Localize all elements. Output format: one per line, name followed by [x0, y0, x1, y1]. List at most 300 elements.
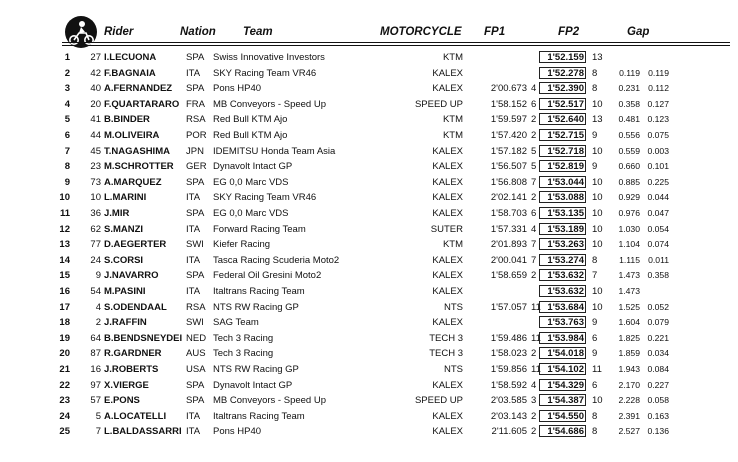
- fp1-laps: 2: [531, 348, 537, 360]
- rider-nation: ITA: [186, 192, 201, 204]
- rider-nation: GER: [186, 161, 207, 173]
- table-row: [0, 144, 738, 159]
- gap-to-first: 0.559: [618, 145, 640, 156]
- rider-motorcycle: KTM: [442, 52, 463, 63]
- rider-team: NTS RW Racing GP: [213, 364, 299, 375]
- rider-team: MB Conveyors - Speed Up: [213, 98, 326, 110]
- rider-name: L.MARINI: [104, 192, 147, 204]
- rider-position: 20: [59, 348, 70, 360]
- fp1-laps: 4: [531, 379, 537, 391]
- rider-nation: SPA: [186, 52, 205, 63]
- rider-name: X.VIERGE: [104, 379, 149, 391]
- gap-to-previous: 0.112: [648, 83, 669, 94]
- fp1-time: 2'02.141: [490, 192, 527, 204]
- table-row: [0, 222, 738, 237]
- rider-position: 11: [59, 208, 70, 219]
- fp1-time: 1'56.507: [490, 161, 527, 173]
- rider-position: 14: [59, 254, 70, 266]
- gap-to-previous: 0.074: [647, 239, 669, 250]
- rider-nation: POR: [186, 130, 207, 141]
- fp2-laps: 10: [592, 98, 603, 110]
- fp1-laps: 7: [531, 254, 537, 266]
- fp2-time: 1'53.984: [539, 332, 586, 344]
- rider-team: Forward Racing Team: [213, 223, 306, 235]
- rider-nation: SPA: [186, 176, 205, 188]
- fp2-laps: 6: [592, 332, 598, 344]
- fp1-laps: 6: [531, 98, 537, 110]
- table-row: [0, 97, 738, 112]
- fp2-time: 1'54.550: [539, 410, 586, 422]
- gap-to-previous: 0.011: [648, 254, 669, 265]
- fp2-laps: 8: [592, 67, 598, 79]
- gap-to-previous: 0.119: [648, 67, 669, 78]
- rider-team: Pons HP40: [213, 426, 262, 438]
- fp2-laps: 8: [592, 254, 598, 266]
- rider-motorcycle: NTS: [444, 301, 463, 313]
- rider-name: I.LECUONA: [104, 52, 157, 63]
- gap-to-previous: 0.003: [647, 145, 669, 156]
- fp1-time: 2'03.585: [490, 395, 527, 407]
- fp1-laps: 5: [531, 161, 537, 173]
- fp1-laps: 7: [531, 239, 537, 251]
- rider-team: Pons HP40: [213, 83, 262, 95]
- rider-team: Red Bull KTM Ajo: [213, 114, 288, 126]
- header-fp2: FP2: [558, 26, 580, 38]
- fp2-time: 1'52.390: [539, 82, 586, 94]
- rider-name: S.ODENDAAL: [104, 301, 167, 313]
- gap-to-previous: 0.163: [647, 410, 669, 421]
- rider-number: 36: [90, 208, 101, 219]
- fp2-laps: 9: [592, 348, 598, 360]
- table-row: [0, 237, 738, 252]
- header-team: Team: [243, 26, 273, 38]
- rider-team: EG 0,0 Marc VDS: [213, 208, 289, 219]
- fp2-time: 1'53.632: [539, 269, 586, 281]
- gap-to-previous: 0.221: [647, 332, 669, 343]
- table-row: [0, 268, 738, 283]
- fp1-time: 1'59.597: [490, 114, 527, 126]
- fp1-laps: 3: [531, 395, 537, 407]
- rider-team: Red Bull KTM Ajo: [213, 130, 288, 141]
- fp2-laps: 10: [592, 145, 603, 157]
- gap-to-first: 1.943: [618, 364, 640, 374]
- gap-to-previous: 0.101: [647, 161, 669, 172]
- rider-motorcycle: SPEED UP: [414, 395, 463, 407]
- gap-to-previous: 0.052: [647, 301, 669, 312]
- fp2-laps: 13: [592, 52, 603, 63]
- gap-to-first: 2.391: [618, 410, 640, 421]
- rider-name: A.LOCATELLI: [104, 410, 167, 422]
- rider-position: 15: [59, 270, 70, 282]
- rider-nation: ITA: [186, 67, 201, 79]
- fp2-time: 1'53.632: [539, 285, 586, 297]
- fp2-laps: 10: [592, 192, 603, 204]
- gap-to-previous: 0.047: [647, 208, 669, 218]
- header-motorcycle: MOTORCYCLE: [380, 26, 462, 38]
- gap-to-first: 0.358: [618, 98, 640, 109]
- rider-position: 5: [64, 114, 70, 126]
- fp1-laps: 6: [531, 208, 537, 219]
- fp1-time: 1'58.023: [490, 348, 527, 360]
- table-row: [0, 159, 738, 174]
- fp2-time: 1'53.044: [539, 176, 586, 188]
- table-row: [0, 331, 738, 346]
- rider-motorcycle: KALEX: [432, 67, 463, 79]
- fp2-laps: 10: [592, 286, 603, 297]
- rider-nation: AUS: [186, 348, 206, 360]
- rider-motorcycle: KALEX: [432, 317, 463, 329]
- rider-motorcycle: TECH 3: [429, 348, 463, 360]
- rider-team: MB Conveyors - Speed Up: [213, 395, 326, 407]
- gap-to-first: 0.885: [618, 176, 640, 187]
- rider-position: 18: [59, 317, 70, 329]
- gap-to-previous: 0.127: [647, 98, 669, 109]
- fp1-laps: 4: [531, 223, 537, 235]
- rider-team: Tech 3 Racing: [213, 348, 274, 360]
- rider-position: 17: [59, 301, 70, 313]
- rider-nation: RSA: [186, 114, 206, 126]
- table-row: [0, 378, 738, 393]
- table-row: [0, 66, 738, 81]
- rider-nation: SPA: [186, 270, 205, 282]
- rider-nation: SPA: [186, 83, 205, 95]
- rider-position: 2: [64, 67, 70, 79]
- fp2-laps: 7: [592, 270, 598, 282]
- gap-to-previous: 0.227: [647, 379, 669, 390]
- rider-nation: SWI: [186, 239, 204, 251]
- fp1-time: 1'58.703: [490, 208, 527, 219]
- fp2-time: 1'54.329: [539, 379, 586, 391]
- rider-team: SKY Racing Team VR46: [213, 67, 317, 79]
- fp2-time: 1'52.640: [539, 113, 586, 125]
- rider-number: 42: [90, 67, 101, 79]
- fp2-laps: 11: [592, 364, 602, 375]
- table-row: [0, 81, 738, 96]
- rider-number: 7: [95, 426, 101, 438]
- rider-name: M.PASINI: [104, 286, 146, 297]
- gap-to-first: 1.525: [618, 301, 640, 312]
- rider-motorcycle: KALEX: [432, 192, 463, 204]
- rider-nation: ITA: [186, 410, 201, 422]
- rider-motorcycle: TECH 3: [429, 332, 463, 344]
- fp2-time: 1'54.387: [539, 394, 586, 406]
- table-row: [0, 112, 738, 127]
- fp1-laps: 11: [531, 332, 541, 344]
- gap-to-first: 0.231: [618, 83, 640, 94]
- header-nation: Nation: [180, 26, 216, 38]
- rider-number: 16: [90, 364, 101, 375]
- rider-motorcycle: KALEX: [432, 145, 463, 157]
- fp2-time: 1'53.088: [539, 191, 586, 203]
- rider-team: SAG Team: [213, 317, 259, 329]
- gap-to-previous: 0.044: [647, 192, 669, 203]
- rider-name: T.NAGASHIMA: [104, 145, 170, 157]
- rider-position: 1: [64, 52, 70, 63]
- rider-number: 57: [90, 395, 101, 407]
- rider-position: 10: [59, 192, 70, 204]
- rider-number: 40: [90, 83, 101, 95]
- rider-number: 23: [90, 161, 101, 173]
- rider-team: SKY Racing Team VR46: [213, 192, 317, 204]
- rider-nation: NED: [186, 332, 207, 344]
- fp2-time: 1'52.819: [539, 160, 586, 172]
- rider-motorcycle: KALEX: [432, 379, 463, 391]
- rider-name: J.NAVARRO: [104, 270, 159, 282]
- fp1-time: 1'57.420: [490, 130, 527, 141]
- rider-number: 54: [90, 286, 101, 297]
- rider-motorcycle: KALEX: [432, 254, 463, 266]
- table-row: [0, 175, 738, 190]
- rider-position: 25: [59, 426, 70, 438]
- rider-motorcycle: SUTER: [430, 223, 463, 235]
- fp2-laps: 8: [592, 83, 598, 95]
- table-row: [0, 424, 738, 439]
- rider-name: R.GARDNER: [104, 348, 162, 360]
- rider-number: 27: [90, 52, 101, 63]
- rider-number: 87: [90, 348, 101, 360]
- gap-to-previous: 0.034: [647, 348, 669, 359]
- fp2-time: 1'53.263: [539, 238, 586, 250]
- fp2-time: 1'54.018: [539, 347, 586, 359]
- rider-name: J.MIR: [104, 208, 130, 219]
- table-row: [0, 253, 738, 268]
- fp2-time: 1'52.517: [539, 98, 586, 110]
- fp2-time: 1'53.189: [539, 223, 586, 235]
- rider-team: Tech 3 Racing: [213, 332, 274, 344]
- gap-to-first: 0.556: [618, 130, 640, 140]
- gap-to-first: 2.228: [618, 395, 640, 406]
- fp2-laps: 10: [592, 176, 603, 188]
- gap-to-previous: 0.084: [647, 364, 669, 374]
- gap-to-previous: 0.136: [647, 426, 669, 437]
- fp1-laps: 2: [531, 410, 537, 422]
- fp2-time: 1'52.278: [539, 67, 586, 79]
- rider-name: S.CORSI: [104, 254, 144, 266]
- table-row: [0, 362, 738, 377]
- gap-to-first: 1.115: [619, 254, 640, 265]
- rider-motorcycle: KALEX: [432, 83, 463, 95]
- fp2-laps: 10: [592, 395, 603, 407]
- table-row: [0, 206, 738, 221]
- rider-nation: USA: [186, 364, 206, 375]
- rider-name: A.FERNANDEZ: [104, 83, 173, 95]
- rider-name: B.BINDER: [104, 114, 150, 126]
- gap-to-first: 1.473: [618, 270, 640, 281]
- gap-to-first: 1.825: [618, 332, 640, 343]
- rider-nation: FRA: [186, 98, 205, 110]
- rider-number: 77: [90, 239, 101, 251]
- header-rider: Rider: [104, 26, 134, 38]
- rider-number: 41: [90, 114, 101, 126]
- fp2-time: 1'54.102: [539, 363, 586, 375]
- rider-nation: SPA: [186, 395, 205, 407]
- fp1-time: 2'11.605: [491, 426, 527, 438]
- gap-to-first: 1.859: [618, 348, 640, 359]
- rider-position: 4: [64, 98, 70, 110]
- fp1-time: 1'58.659: [490, 270, 527, 282]
- rider-motorcycle: KTM: [442, 239, 463, 251]
- fp2-laps: 10: [592, 301, 603, 313]
- gap-to-previous: 0.075: [647, 130, 669, 140]
- table-row: [0, 409, 738, 424]
- fp1-time: 1'59.486: [490, 332, 527, 344]
- rider-number: 4: [95, 301, 101, 313]
- gap-to-first: 0.660: [618, 161, 640, 172]
- fp1-laps: 2: [531, 130, 537, 141]
- header-rule-bottom: [62, 45, 730, 46]
- fp2-laps: 10: [592, 239, 603, 251]
- gap-to-previous: 0.225: [647, 176, 669, 187]
- gap-to-first: 1.104: [618, 239, 640, 250]
- fp1-laps: 2: [531, 426, 537, 438]
- table-row: [0, 346, 738, 361]
- table-row: [0, 190, 738, 205]
- fp2-time: 1'53.684: [539, 301, 586, 313]
- rider-team: Tasca Racing Scuderia Moto2: [213, 254, 340, 266]
- rider-name: M.OLIVEIRA: [104, 130, 160, 141]
- rider-team: Dynavolt Intact GP: [213, 161, 293, 173]
- rider-motorcycle: KALEX: [432, 270, 463, 282]
- fp1-laps: 2: [531, 114, 537, 126]
- gap-to-first: 0.481: [618, 114, 640, 125]
- fp1-time: 2'00.041: [490, 254, 527, 266]
- rider-number: 5: [95, 410, 101, 422]
- rider-nation: ITA: [186, 223, 201, 235]
- fp1-time: 2'01.893: [490, 239, 527, 251]
- rider-number: 45: [90, 145, 101, 157]
- table-row: [0, 284, 738, 299]
- rider-position: 7: [64, 145, 70, 157]
- rider-position: 22: [59, 379, 70, 391]
- rider-team: Dynavolt Intact GP: [213, 379, 293, 391]
- rider-name: J.RAFFIN: [104, 317, 147, 329]
- fp2-time: 1'53.763: [539, 316, 586, 328]
- fp2-laps: 10: [592, 208, 603, 219]
- rider-position: 12: [59, 223, 70, 235]
- rider-motorcycle: NTS: [444, 364, 463, 375]
- rider-motorcycle: KALEX: [432, 208, 463, 219]
- gap-to-first: 1.473: [618, 286, 640, 296]
- table-row: [0, 50, 738, 65]
- rider-name: F.QUARTARARO: [104, 98, 180, 110]
- rider-name: J.ROBERTS: [104, 364, 159, 375]
- rider-name: D.AEGERTER: [104, 239, 167, 251]
- rider-team: IDEMITSU Honda Team Asia: [213, 145, 336, 157]
- fp2-time: 1'53.274: [539, 254, 586, 266]
- fp1-laps: 7: [531, 176, 537, 188]
- gap-to-first: 1.030: [618, 223, 640, 234]
- rider-team: Italtrans Racing Team: [213, 410, 305, 422]
- rider-nation: JPN: [186, 145, 204, 157]
- rider-position: 16: [59, 286, 70, 297]
- rider-motorcycle: KALEX: [432, 286, 463, 297]
- fp1-time: 1'58.152: [490, 98, 527, 110]
- rider-team: Swiss Innovative Investors: [213, 52, 325, 63]
- gap-to-previous: 0.058: [647, 395, 669, 406]
- rider-number: 24: [90, 254, 101, 266]
- gap-to-previous: 0.054: [647, 223, 669, 234]
- rider-motorcycle: KALEX: [432, 176, 463, 188]
- fp1-time: 2'03.143: [490, 410, 527, 422]
- gap-to-first: 0.119: [619, 67, 640, 78]
- rider-team: EG 0,0 Marc VDS: [213, 176, 289, 188]
- rider-position: 9: [64, 176, 70, 188]
- rider-number: 62: [90, 223, 101, 235]
- header-rule-top: [62, 42, 730, 43]
- rider-number: 44: [90, 130, 101, 141]
- table-row: [0, 315, 738, 330]
- rider-number: 10: [90, 192, 101, 204]
- rider-nation: ITA: [186, 254, 201, 266]
- rider-team: Kiefer Racing: [213, 239, 271, 251]
- table-row: [0, 300, 738, 315]
- fp2-laps: 9: [592, 161, 598, 173]
- motorcycle-rider-icon: [64, 15, 98, 49]
- rider-number: 73: [90, 176, 101, 188]
- rider-name: F.BAGNAIA: [104, 67, 156, 79]
- fp1-time: 1'57.057: [490, 301, 527, 313]
- fp2-time: 1'53.135: [539, 207, 586, 219]
- rider-nation: ITA: [186, 426, 201, 438]
- rider-nation: SWI: [186, 317, 204, 329]
- fp1-time: 1'57.182: [490, 145, 527, 157]
- rider-nation: RSA: [186, 301, 206, 313]
- gap-to-first: 0.929: [618, 192, 640, 203]
- rider-position: 21: [59, 364, 70, 375]
- rider-motorcycle: SPEED UP: [414, 98, 463, 110]
- rider-number: 97: [90, 379, 101, 391]
- rider-position: 3: [64, 83, 70, 95]
- fp2-laps: 9: [592, 317, 598, 329]
- fp1-time: 1'56.808: [490, 176, 527, 188]
- rider-number: 20: [90, 98, 101, 110]
- rider-name: E.PONS: [104, 395, 140, 407]
- rider-position: 8: [64, 161, 70, 173]
- fp2-laps: 8: [592, 426, 598, 438]
- table-row: [0, 393, 738, 408]
- fp2-laps: 9: [592, 130, 598, 141]
- rider-position: 23: [59, 395, 70, 407]
- fp1-time: 1'57.331: [490, 223, 527, 235]
- fp2-laps: 10: [592, 223, 603, 235]
- rider-number: 64: [90, 332, 101, 344]
- rider-name: B.BENDSNEYDEI: [104, 332, 183, 344]
- fp2-time: 1'52.718: [539, 145, 586, 157]
- fp1-laps: 5: [531, 145, 537, 157]
- rider-nation: SPA: [186, 379, 205, 391]
- rider-motorcycle: KTM: [442, 114, 463, 126]
- rider-position: 13: [59, 239, 70, 251]
- fp2-laps: 6: [592, 379, 598, 391]
- table-row: [0, 128, 738, 143]
- fp1-laps: 11: [531, 364, 541, 375]
- fp2-laps: 13: [592, 114, 603, 126]
- fp1-laps: 2: [531, 192, 537, 204]
- fp1-laps: 11: [531, 301, 541, 313]
- rider-name: A.MARQUEZ: [104, 176, 162, 188]
- gap-to-previous: 0.123: [647, 114, 669, 125]
- rider-number: 2: [95, 317, 101, 329]
- fp1-time: 1'58.592: [490, 379, 527, 391]
- rider-position: 6: [64, 130, 70, 141]
- rider-team: NTS RW Racing GP: [213, 301, 299, 313]
- rider-motorcycle: KTM: [442, 130, 463, 141]
- fp2-laps: 8: [592, 410, 598, 422]
- header-fp1: FP1: [484, 26, 506, 38]
- fp2-time: 1'54.686: [539, 425, 586, 437]
- rider-position: 19: [59, 332, 70, 344]
- gap-to-first: 1.604: [618, 317, 640, 328]
